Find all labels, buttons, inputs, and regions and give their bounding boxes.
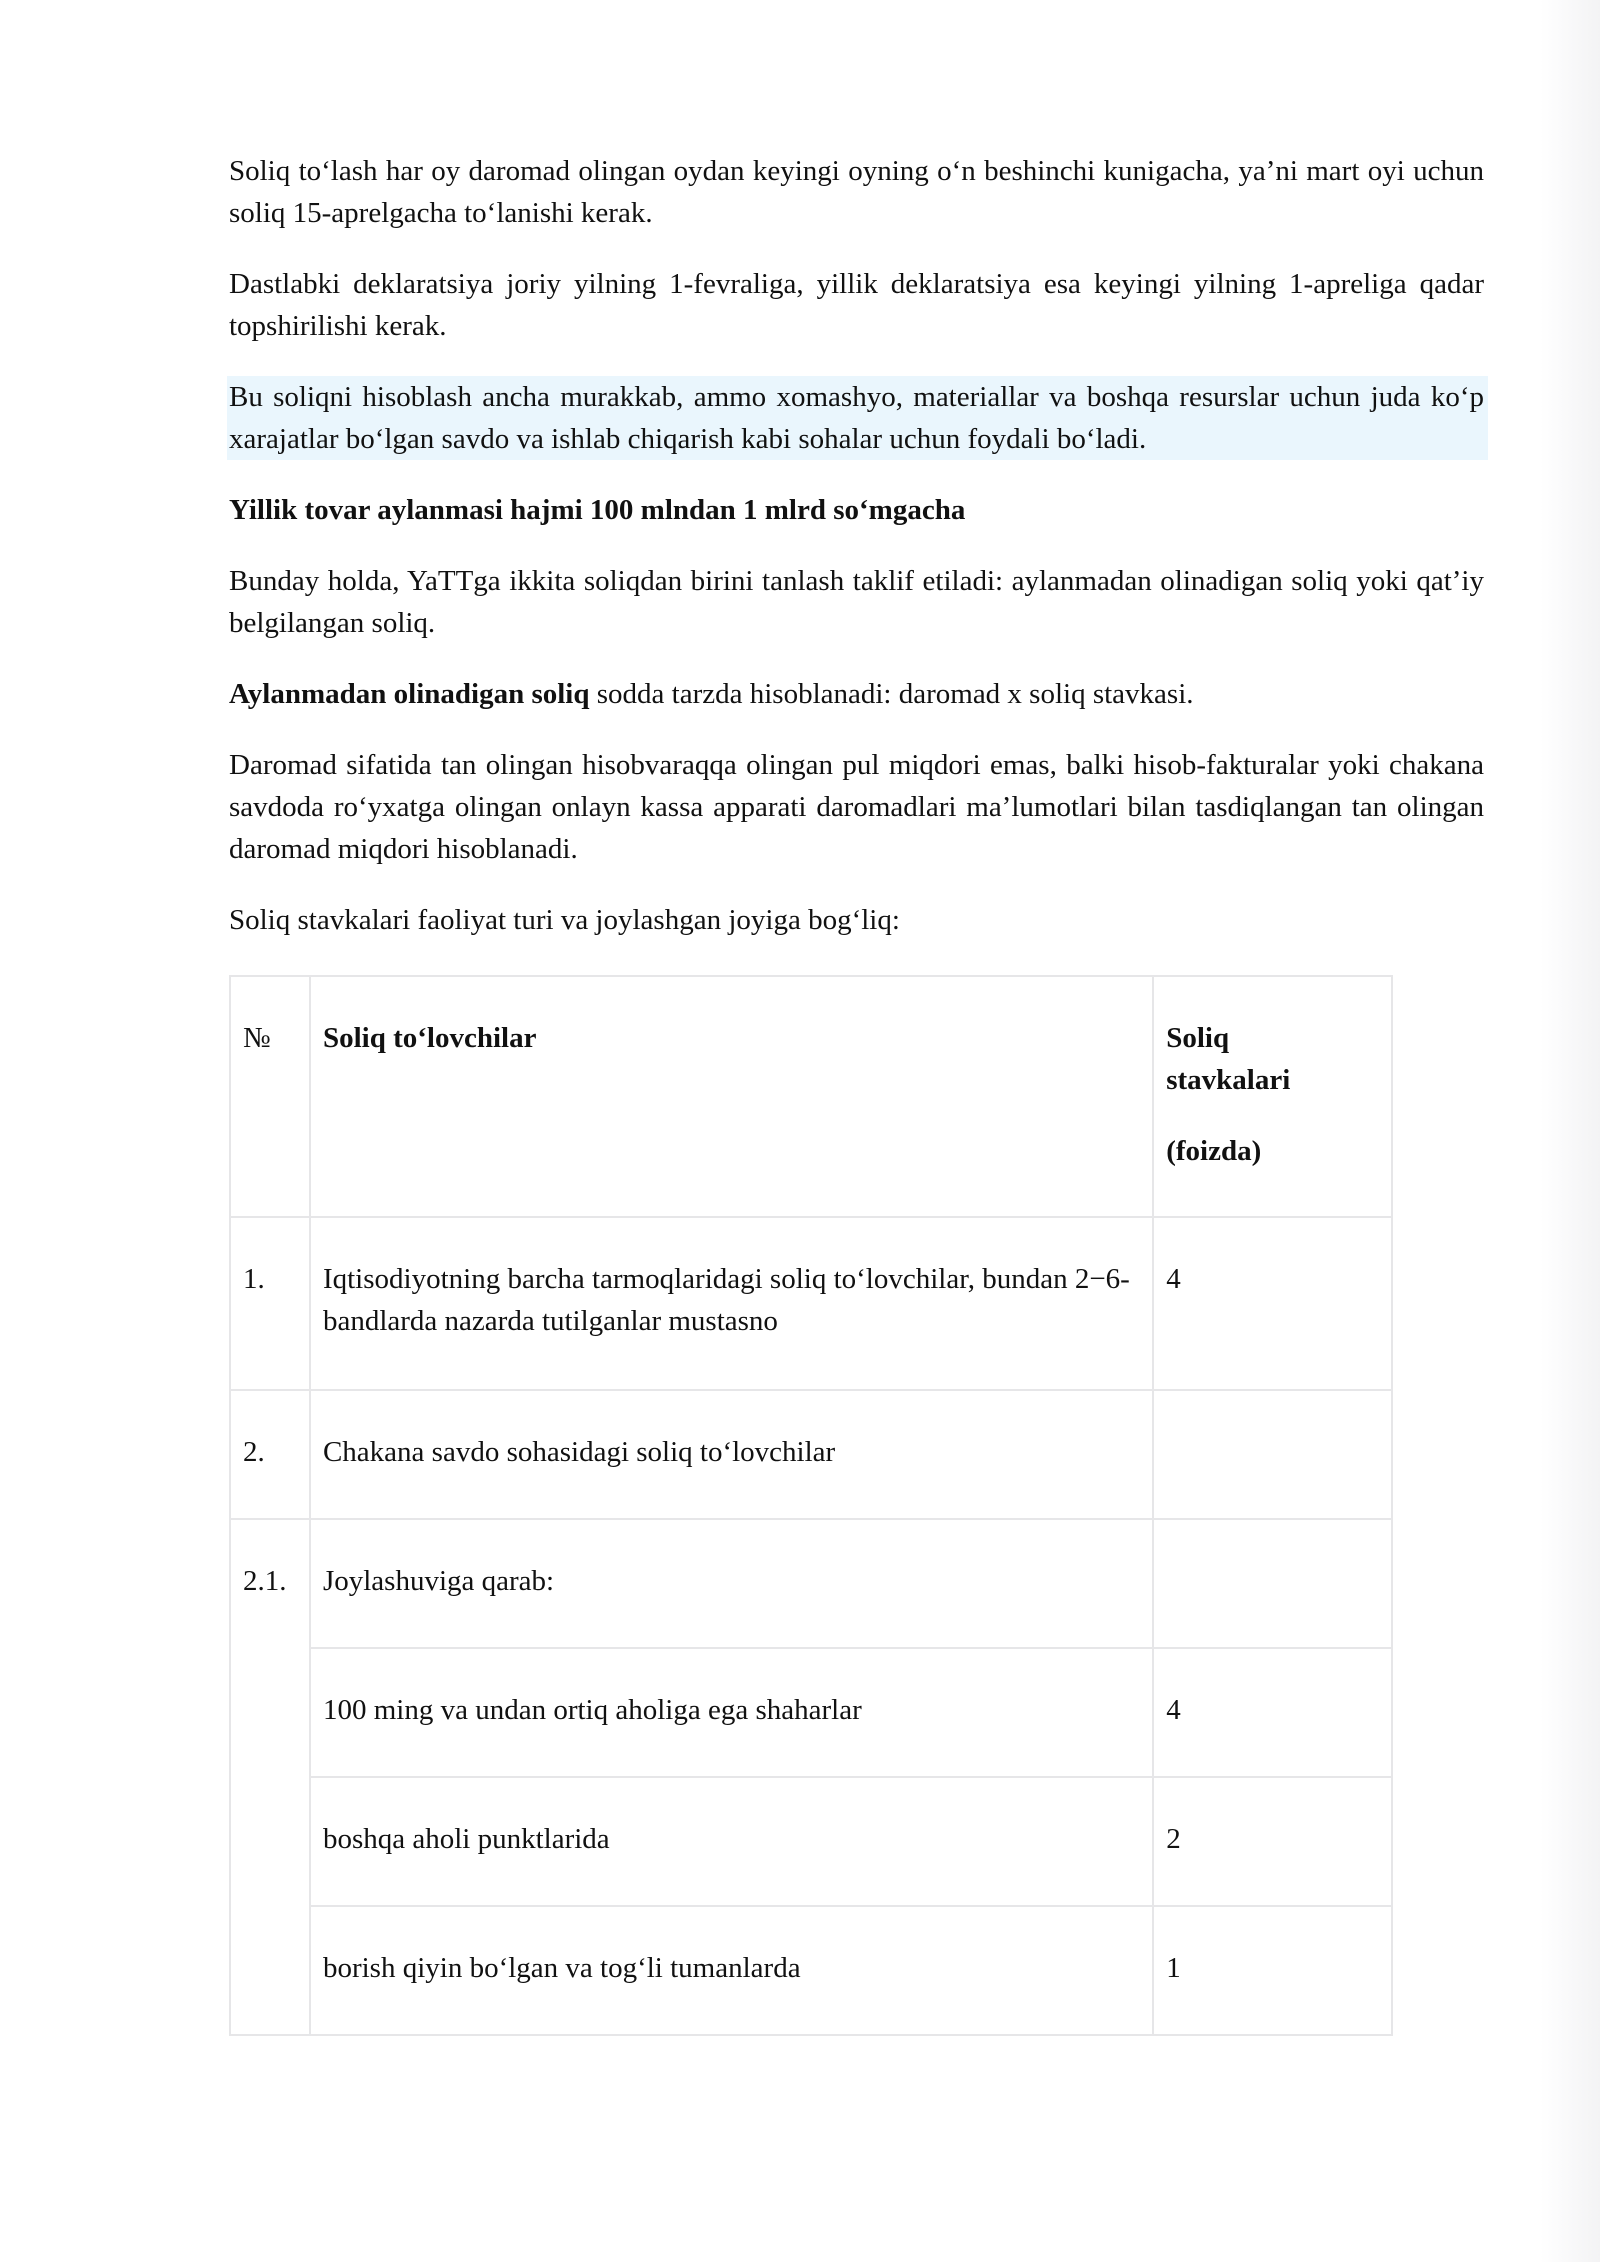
- row-text: borish qiyin bo‘lgan va tog‘li tumanlarda: [310, 1906, 1153, 2035]
- row-text: boshqa aholi punktlarida: [310, 1777, 1153, 1906]
- table-row: [230, 1217, 1392, 1390]
- paragraph-turnover-tax: [229, 673, 1484, 715]
- header-rates-unit: (foizda): [1166, 1135, 1262, 1167]
- turnover-tax-term: Aylanmadan olinadigan soliq: [229, 678, 590, 710]
- row-rate: [1153, 1519, 1392, 1648]
- table-row: [230, 1648, 1392, 1777]
- header-payers: Soliq to‘lovchilar: [310, 976, 1153, 1217]
- header-rates: [1153, 976, 1392, 1217]
- paragraph-declaration: Dastlabki deklaratsiya joriy yilning 1-fevraliga, yillik deklaratsiya esa keyingi yilning 1-apreliga qadar topshirilishi kerak.: [229, 268, 1484, 342]
- row-text: Iqtisodiyotning barcha tarmoqlaridagi soliq to‘lovchilar, bundan 2−6-bandlarda nazarda tutilganlar mustasno: [310, 1217, 1153, 1390]
- row-rate: 4: [1153, 1648, 1392, 1777]
- paragraph-highlighted: Bu soliqni hisoblash ancha murakkab, ammo xomashyo, materiallar va boshqa resurslar uchun juda ko‘p xarajatlar bo‘lgan savdo va ishlab chiqarish kabi sohalar uchun foydali bo‘ladi.: [227, 376, 1488, 460]
- row-rate: 2: [1153, 1777, 1392, 1906]
- row-rate: [1153, 1390, 1392, 1519]
- row-number: 2.1.: [230, 1519, 310, 2035]
- turnover-tax-description: sodda tarzda hisoblanadi: daromad x soliq stavkasi.: [589, 678, 1194, 710]
- row-text: Chakana savdo sohasidagi soliq to‘lovchilar: [310, 1390, 1153, 1519]
- row-text: 100 ming va undan ortiq aholiga ega shaharlar: [310, 1648, 1153, 1777]
- tax-rates-table: [229, 975, 1393, 2036]
- row-rate: 4: [1153, 1217, 1392, 1390]
- page-edge-shade: [1540, 0, 1600, 2262]
- table-row: [230, 1390, 1392, 1519]
- document-body: [229, 150, 1484, 970]
- header-number: №: [230, 976, 310, 1217]
- table-header-row: [230, 976, 1392, 1217]
- row-number: 1.: [230, 1217, 310, 1390]
- row-rate: 1: [1153, 1906, 1392, 2035]
- table-row: [230, 1906, 1392, 2035]
- paragraph-income-definition: Daromad sifatida tan olingan hisobvaraqqa olingan pul miqdori emas, balki hisob-fakturalar yoki chakana savdoda ro‘yxatga olingan onlayn kassa apparati daromadlari ma’lumotlari bilan tasdiqlangan tan olingan daromad miqdori hisoblanadi.: [229, 749, 1484, 865]
- table-row: [230, 1519, 1392, 1648]
- paragraph-tax-choice: Bunday holda, YaTTga ikkita soliqdan birini tanlash taklif etiladi: aylanmadan olinadigan soliq yoki qat’iy belgilangan soliq.: [229, 565, 1484, 639]
- row-number: 2.: [230, 1390, 310, 1519]
- section-heading: Yillik tovar aylanmasi hajmi 100 mlndan 1 mlrd so‘mgacha: [229, 494, 966, 526]
- paragraph-payment-deadline: Soliq to‘lash har oy daromad olingan oydan keyingi oyning o‘n beshinchi kunigacha, ya’ni mart oyi uchun soliq 15-aprelgacha to‘lanishi kerak.: [229, 155, 1484, 229]
- row-text: Joylashuviga qarab:: [310, 1519, 1153, 1648]
- header-rates-title: Soliq stavkalari: [1166, 1022, 1291, 1096]
- table-row: [230, 1777, 1392, 1906]
- paragraph-rates-intro: Soliq stavkalari faoliyat turi va joylashgan joyiga bog‘liq:: [229, 904, 900, 936]
